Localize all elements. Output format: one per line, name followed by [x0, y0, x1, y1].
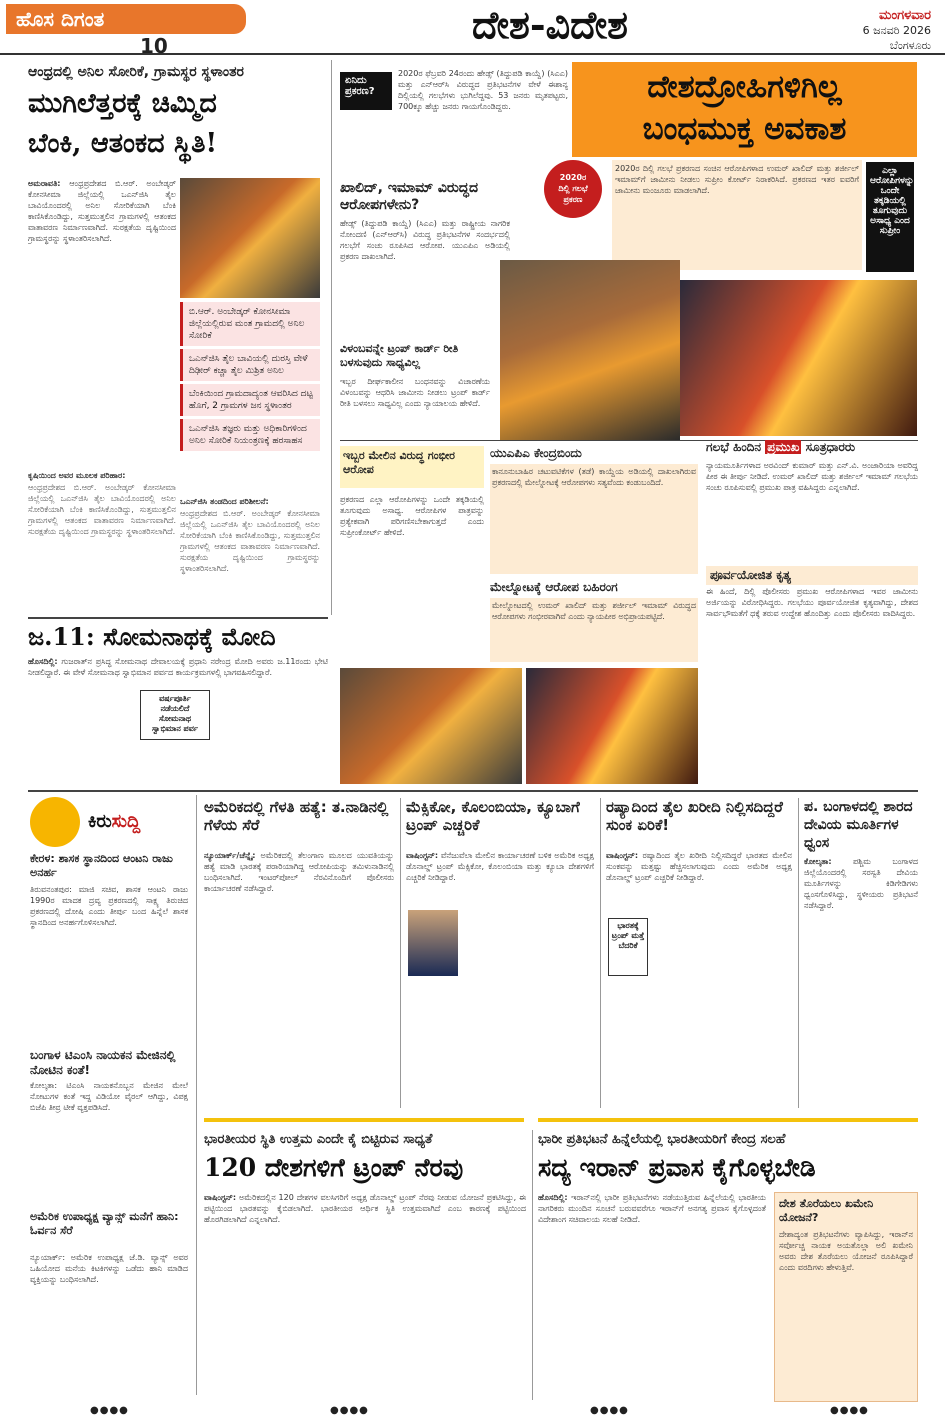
- story-trump-warning-body: ವಾಷಿಂಗ್ಟನ್: ವೆನೆಜುವೆಲಾ ಮೇಲಿನ ಕಾರ್ಯಾಚರಣೆ ಬಳಿಕ ಅಮೆರಿಕ ಅಧ್ಯಕ್ಷ ಡೊನಾಲ್ಡ್ ಟ್ರಂಪ್ ಮೆಕ್ಸಿಕೋ, ಕೊಲಂಬಿಯಾ ಮತ್ತು ಕ್ಯೂಬಾ ದೇಶಗಳಿಗೆ ಎಚ್ಚರಿಕೆ ನೀಡಿದ್ದಾರೆ.: [406, 851, 594, 882]
- andhra-body-text: ಆಂಧ್ರಪ್ರದೇಶದ ಬಿ.ಆರ್. ಅಂಬೇಡ್ಕರ್ ಕೋನಸೀಮಾ ಜಿಲ್ಲೆಯಲ್ಲಿ ಒಎನ್‌ಜಿಸಿ ತೈಲ ಬಾವಿಯೊಂದರಲ್ಲಿ ಅನಿಲ ಸೋರಿಕೆಯಾಗಿ ಬೆಂಕಿ ಕಾಣಿಸಿಕೊಂಡಿದ್ದು, ಸುತ್ತಮುತ್ತಲಿನ ಗ್ರಾಮಗಳಲ್ಲಿ ಆತಂಕದ ವಾತಾವರಣ ನಿರ್ಮಾಣವಾಗಿದೆ. ಸುರಕ್ಷತೆಯ ದೃಷ್ಟಿಯಿಂದ ಗ್ರಾಮಸ್ಥರನ್ನು ಸ್ಥಳಾಂತರಿಸಲಾಗಿದೆ.: [28, 179, 176, 243]
- story-120-headline: 120 ದೇಶಗಳಿಗೆ ಟ್ರಂಪ್ ನೆರವು: [204, 1153, 464, 1182]
- story-bengal-idols-head: ಪ. ಬಂಗಾಳದಲ್ಲಿ ಶಾರದ ದೇವಿಯ ಮೂರ್ತಿಗಳ ಧ್ವಂಸ: [804, 799, 913, 851]
- story-120-body: ವಾಷಿಂಗ್ಟನ್: ಅಮೆರಿಕದಲ್ಲಿನ 120 ದೇಶಗಳ ವಲಸಿಗರಿಗೆ ಅಧ್ಯಕ್ಷ ಡೊನಾಲ್ಡ್ ಟ್ರಂಪ್ ನೆರವು ನೀಡುವ ಯೋಜನೆ ಪ್ರಕಟಿಸಿದ್ದು, ಈ ಪಟ್ಟಿಯಿಂದ ಭಾರತವನ್ನು ಕೈಬಿಡಲಾಗಿದೆ. ಭಾರತೀಯರ ಆರ್ಥಿಕ ಸ್ಥಿತಿ ಉತ್ತಮವಾಗಿದೆ ಎಂಬ ಕಾರಣಕ್ಕೆ ಪಟ್ಟಿಯಿಂದ ಹೊರಗಿಡಲಾಗಿದೆ ಎನ್ನಲಾಗಿದೆ.: [204, 1193, 526, 1224]
- column-divider: [331, 60, 332, 615]
- print-registration-marks: ●●●●: [330, 1405, 369, 1416]
- delhi-trump-head: ವಿಳಂಬವನ್ನೇ ಟ್ರಂಪ್ ಕಾರ್ಡ್ ರೀತಿ ಬಳಸುವುದು ಸಾಧ್ಯವಿಲ್ಲ: [340, 342, 459, 369]
- andhra-headline-line1: ಮುಗಿಲೆತ್ತರಕ್ಕೆ ಚಿಮ್ಮಿದ: [28, 88, 217, 119]
- russia-callout: ಭಾರತಕ್ಕೆ ಟ್ರಂಪ್ ಮತ್ತೆ ಬೆದರಿಕೆ: [608, 918, 648, 976]
- kirusuddi-logo: ಕಿರುಸುದ್ದಿ: [30, 797, 188, 847]
- delhi-dark-box: ಎಲ್ಲಾ ಆರೋಪಿಗಳನ್ನು ಒಂದೇ ತಕ್ಕಡಿಯಲ್ಲಿ ತೂಗುವುದು ಅಸಾಧ್ಯ ಎಂದ ಸುಪ್ರೀಂ: [866, 162, 914, 272]
- day-label: ಮಂಗಳವಾರ: [878, 8, 931, 23]
- accent-bar: [204, 1118, 524, 1122]
- kiru-item1-body: ತಿರುವನಂತಪುರ: ಮಾಜಿ ಸಚಿವ, ಶಾಸಕ ಆಂಟನಿ ರಾಜು 1990ರ ಮಾದಕ ದ್ರವ್ಯ ಪ್ರಕರಣದಲ್ಲಿ ಸಾಕ್ಷ್ಯ ತಿರುಚಿದ ಪ್ರಕರಣದಲ್ಲಿ ದೋಷಿ ಎಂದು ತೀರ್ಪು ಬಂದ ಹಿನ್ನೆಲೆ ಶಾಸಕ ಸ್ಥಾನದಿಂದ ಅನರ್ಹಗೊಳಿಸಲಾಗಿದೆ.: [30, 885, 188, 927]
- print-registration-marks: ●●●●: [830, 1405, 869, 1416]
- andhra-body-continued2: ಆಂಧ್ರಪ್ರದೇಶದ ಬಿ.ಆರ್. ಅಂಬೇಡ್ಕರ್ ಕೋನಸೀಮಾ ಜಿಲ್ಲೆಯಲ್ಲಿ ಒಎನ್‌ಜಿಸಿ ತೈಲ ಬಾವಿಯೊಂದರಲ್ಲಿ ಅನಿಲ ಸೋರಿಕೆಯಾಗಿ ಬೆಂಕಿ ಕಾಣಿಸಿಕೊಂಡಿದ್ದು, ಸುತ್ತಮುತ್ತಲಿನ ಗ್ರಾಮಗಳಲ್ಲಿ ಆತಂಕದ ವಾತಾವರಣ ನಿರ್ಮಾಣವಾಗಿದೆ. ಸುರಕ್ಷತೆಯ ದೃಷ್ಟಿಯಿಂದ ಗ್ರಾಮಸ್ಥರನ್ನು ಸ್ಥಳಾಂತರಿಸಲಾಗಿದೆ.: [180, 509, 320, 573]
- somnath-headline: ಜ.11: ಸೋಮನಾಥಕ್ಕೆ ಮೋದಿ: [28, 622, 276, 651]
- delhi-q-body: ಹೇಡ್ಸ್ (ತಿದ್ದುಪಡಿ ಕಾಯ್ದೆ) (ಸಿಎಎ) ಮತ್ತು ರಾಷ್ಟ್ರೀಯ ನಾಗರಿಕ ನೋಂದಣಿ (ಎನ್‌ಆರ್‌ಸಿ) ವಿರುದ್ಧ ಪ್ರತಿಭಟನೆಗಳ ಸಂದರ್ಭದಲ್ಲಿ ಗಲಭೆಗೆ ಸಂಚು ರೂಪಿಸಿದ ಆರೋಪ. ಯುಎಪಿಎ ಅಡಿಯಲ್ಲಿ ಪ್ರಕರಣ ದಾಖಲಾಗಿದೆ.: [340, 219, 510, 261]
- story-iran-headline: ಸದ್ಯ ಇರಾನ್ ಪ್ರವಾಸ ಕೈಗೊಳ್ಳಬೇಡಿ: [538, 1153, 816, 1182]
- khamenei-head: ದೇಶ ತೊರೆಯಲು ಖಮೇನಿ ಯೋಜನೆ?: [779, 1197, 874, 1224]
- story-trump-warning-head: ಮೆಕ್ಸಿಕೋ, ಕೊಲಂಬಿಯಾ, ಕ್ಯೂಬಾಗೆ ಟ್ರಂಪ್ ಎಚ್ಚರಿಕೆ: [406, 798, 580, 834]
- andhra-bullet: ಬೆಂಕಿಯಿಂದ ಗ್ರಾಮದಾದ್ಯಂತ ಆವರಿಸಿದ ದಟ್ಟ ಹೊಗೆ, 2 ಗ್ರಾಮಗಳ ಜನ ಸ್ಥಳಾಂತರ: [180, 384, 320, 416]
- accent-bar: [538, 1118, 918, 1122]
- kiru-item3-head: ಅಮೆರಿಕ ಉಪಾಧ್ಯಕ್ಷ ವ್ಯಾನ್ಸ್ ಮನೆಗೆ ಹಾನಿ: ಓರ್ವನ ಸೆರೆ: [30, 1210, 179, 1237]
- kiru-item2-head: ಬಂಗಾಳ ಟಿಎಂಸಿ ನಾಯಕನ ಮೇಜಿನಲ್ಲಿ ನೋಟಿನ ಕಂತೆ!: [30, 1048, 176, 1077]
- column-divider: [196, 795, 197, 1395]
- preplanned-body: ಈ ಹಿಂದೆ, ದಿಲ್ಲಿ ಪೊಲೀಸರು ಪ್ರಮುಖ ಆರೋಪಿಗಳಾದ ಇವರ ಜಾಮೀನು ಅರ್ಜಿಯನ್ನು ವಿರೋಧಿಸಿದ್ದರು. ಗಲಭೆಯು ಪೂರ್ವಯೋಜಿತ ಕೃತ್ಯವಾಗಿದ್ದು, ದೇಶದ ಸಾರ್ವಭೌಮತೆಗೆ ಧಕ್ಕೆ ತರುವ ಉದ್ದೇಶ ಹೊಂದಿತ್ತು ಎಂದು ಪೊಲೀಸರು ವಾದಿಸಿದ್ದರು.: [706, 587, 918, 618]
- column-divider: [400, 798, 401, 1108]
- riot-crowd-photo: [340, 668, 522, 784]
- andhra-bullet: ಒಎನ್‌ಜಿಸಿ ತಜ್ಞರು ಮತ್ತು ಅಧಿಕಾರಿಗಳಿಂದ ಅನಿಲ ಸೋರಿಕೆ ನಿಯಂತ್ರಣಕ್ಕೆ ಹರಸಾಹಸ: [180, 419, 320, 451]
- newspaper-logo: ಹೊಸ ದಿಗಂತ: [6, 4, 246, 34]
- date-block: [863, 8, 931, 53]
- delhi-lead: 2020ರ ದಿಲ್ಲಿ ಗಲಭೆ ಪ್ರಕರಣದ ಸಂಚಿನ ಆರೋಪಿಗಳಾದ ಉಮರ್ ಖಾಲಿದ್ ಮತ್ತು ಶರ್ಜೀಲ್ ಇಮಾಮ್‌ಗೆ ಜಾಮೀನು ನೀಡಲು ಸುಪ್ರೀಂ ಕೋರ್ಟ್ ನಿರಾಕರಿಸಿದೆ. ಪ್ರಕರಣದ ಇತರ ಐವರಿಗೆ ಜಾಮೀನು ಮಂಜೂರು ಮಾಡಲಾಗಿದೆ.: [612, 160, 862, 270]
- court-accused-photo: [500, 260, 680, 440]
- andhra-bullets: [180, 302, 320, 451]
- mastermind-head: ಗಲಭೆ ಹಿಂದಿನ ಪ್ರಮುಖ ಸೂತ್ರಧಾರರು: [706, 440, 856, 454]
- riot-fire-photo: [680, 280, 917, 436]
- mastermind-body: ನ್ಯಾಯಮೂರ್ತಿಗಳಾದ ಅರವಿಂದ್ ಕುಮಾರ್ ಮತ್ತು ಎನ್.ವಿ. ಅಂಜಾರಿಯಾ ಅವರಿದ್ದ ಪೀಠ ಈ ತೀರ್ಪು ನೀಡಿದೆ. ಉಮರ್ ಖಾಲಿದ್ ಮತ್ತು ಶರ್ಜೀಲ್ ಇಮಾಮ್ ಗಲಭೆಯ ಸಂಚು ರೂಪಿಸುವಲ್ಲಿ ಪ್ರಮುಖ ಪಾತ್ರ ವಹಿಸಿದ್ದರು ಎನ್ನಲಾಗಿದೆ.: [706, 461, 918, 492]
- section-rule: [28, 617, 328, 619]
- story-iran-body: ಹೊಸದಿಲ್ಲಿ: ಇರಾನ್‌ನಲ್ಲಿ ಭಾರೀ ಪ್ರತಿಭಟನೆಗಳು ನಡೆಯುತ್ತಿರುವ ಹಿನ್ನೆಲೆಯಲ್ಲಿ ಭಾರತೀಯ ನಾಗರಿಕರು ಮುಂದಿನ ಸೂಚನೆ ಬರುವವರೆಗೂ ಇರಾನ್‌ಗೆ ಅನಗತ್ಯ ಪ್ರವಾಸ ಕೈಗೊಳ್ಳದಂತೆ ವಿದೇಶಾಂಗ ಸಚಿವಾಲಯ ಸಲಹೆ ನೀಡಿದೆ.: [538, 1193, 766, 1224]
- andhra-bullet: ಬಿ.ಆರ್. ಅಂಬೇಡ್ಕರ್ ಕೋನಸೀಮಾ ಜಿಲ್ಲೆಯಲ್ಲಿರುವ ಮಂತ ಗ್ರಾಮದಲ್ಲಿ ಅನಿಲ ಸೋರಿಕೆ: [180, 302, 320, 346]
- serious-charges-head: ಇಬ್ಬರ ಮೇಲಿನ ವಿರುದ್ಧ ಗಂಭೀರ ಆರೋಪ: [340, 446, 484, 488]
- andhra-kicker: ಆಂಧ್ರದಲ್ಲಿ ಅನಿಲ ಸೋರಿಕೆ, ಗ್ರಾಮಸ್ಥರ ಸ್ಥಳಾಂತರ: [28, 64, 244, 80]
- kiru-item3-body: ನ್ಯೂಯಾರ್ಕ್: ಅಮೆರಿಕ ಉಪಾಧ್ಯಕ್ಷ ಜೆ.ಡಿ. ವ್ಯಾನ್ಸ್ ಅವರ ಒಹಿಯೋದ ಮನೆಯ ಕಿಟಕಿಗಳನ್ನು ಒಡೆದು ಹಾನಿ ಮಾಡಿದ ವ್ಯಕ್ತಿಯನ್ನು ಬಂಧಿಸಲಾಗಿದೆ.: [30, 1253, 188, 1284]
- column-divider: [798, 798, 799, 1108]
- story-gf-murder-body: ನ್ಯೂಯಾರ್ಕ್/ಚೆನ್ನೈ: ಅಮೆರಿಕದಲ್ಲಿ ತೆಲಂಗಾಣ ಮೂಲದ ಯುವತಿಯನ್ನು ಹತ್ಯೆ ಮಾಡಿ ಭಾರತಕ್ಕೆ ಪರಾರಿಯಾಗಿದ್ದ ಆರೋಪಿಯನ್ನು ತಮಿಳುನಾಡಿನಲ್ಲಿ ಬಂಧಿಸಲಾಗಿದೆ. ಇಂಟರ್‌ಪೋಲ್ ನೆರವಿನೊಂದಿಗೆ ಪೊಲೀಸರು ಕಾರ್ಯಾಚರಣೆ ನಡೆಸಿದ್ದಾರೆ.: [204, 851, 394, 893]
- serious-charges-body: ಪ್ರಕರಣದ ಎಲ್ಲಾ ಆರೋಪಿಗಳನ್ನು ಒಂದೇ ತಕ್ಕಡಿಯಲ್ಲಿ ತೂಗುವುದು ಅಸಾಧ್ಯ. ಆರೋಪಿಗಳ ಪಾತ್ರವನ್ನು ಪ್ರತ್ಯೇಕವಾಗಿ ಪರಿಗಣಿಸಬೇಕಾಗುತ್ತದೆ ಎಂದು ಸುಪ್ರೀಂಕೋರ್ಟ್ ಹೇಳಿದೆ.: [340, 495, 484, 537]
- andhra-headline-line2: ಬೆಂಕಿ, ಆತಂಕದ ಸ್ಥಿತಿ!: [28, 128, 218, 159]
- print-registration-marks: ●●●●: [90, 1405, 129, 1416]
- page-number: 10: [140, 34, 168, 58]
- delhi-headline-box: [572, 62, 917, 157]
- story-iran-kicker: ಭಾರೀ ಪ್ರತಿಭಟನೆ ಹಿನ್ನೆಲೆಯಲ್ಲಿ ಭಾರತೀಯರಿಗೆ ಕೇಂದ್ರ ಸಲಹೆ: [538, 1132, 786, 1147]
- kiru-item2-body: ಕೋಲ್ಕತಾ: ಟಿಎಂಸಿ ನಾಯಕನೊಬ್ಬನ ಮೇಜಿನ ಮೇಲೆ ನೋಟುಗಳ ಕಂತೆ ಇದ್ದ ವಿಡಿಯೋ ವೈರಲ್ ಆಗಿದ್ದು, ವಿಪಕ್ಷ ಬಿಜೆಪಿ ತೀವ್ರ ಟೀಕೆ ವ್ಯಕ್ತಪಡಿಸಿದೆ.: [30, 1081, 188, 1112]
- print-registration-marks: ●●●●: [590, 1405, 629, 1416]
- section-rule: [28, 790, 918, 792]
- somnath-callout: ವರ್ಷಪೂರ್ತಿ ನಡೆಯಲಿದೆ ಸೋಮನಾಥ ಸ್ವಾಭಿಮಾನ ಪರ್ವ: [140, 690, 210, 740]
- fire-photo: [180, 178, 320, 298]
- story-bengal-idols-body: ಕೋಲ್ಕತಾ: ಪಶ್ಚಿಮ ಬಂಗಾಳದ ಜಿಲ್ಲೆಯೊಂದರಲ್ಲಿ ಸರಸ್ವತಿ ದೇವಿಯ ಮೂರ್ತಿಗಳನ್ನು ಕಿಡಿಗೇಡಿಗಳು ಧ್ವಂಸಗೊಳಿಸಿದ್ದು, ಸ್ಥಳೀಯರು ಪ್ರತಿಭಟನೆ ನಡೆಸಿದ್ದಾರೆ.: [804, 857, 918, 910]
- khamenei-body: ದೇಶಾದ್ಯಂತ ಪ್ರತಿಭಟನೆಗಳು ವ್ಯಾಪಿಸಿದ್ದು, ಇರಾನ್‌ನ ಸರ್ವೋಚ್ಚ ನಾಯಕ ಅಯತೊಲ್ಲಾ ಅಲಿ ಖಮೇನಿ ಅವರು ದೇಶ ತೊರೆಯಲು ಯೋಜನೆ ರೂಪಿಸಿದ್ದಾರೆ ಎಂದು ವರದಿಗಳು ಹೇಳುತ್ತಿವೆ.: [779, 1230, 913, 1272]
- date-label: 6 ಜನವರಿ 2026: [862, 24, 931, 37]
- andhra-bullet: ಒಎನ್‌ಜಿಸಿ ತೈಲ ಬಾವಿಯಲ್ಲಿ ದುರಸ್ತಿ ವೇಳೆ ದಿಢೀರ್ ಕಚ್ಚಾ ತೈಲ ಮಿಶ್ರಿತ ಅನಿಲ: [180, 349, 320, 381]
- andhra-subhead2: ಒಎನ್‌ಜಿಸಿ ತಂಡದಿಂದ ಪರಿಶೀಲನೆ:: [180, 497, 269, 506]
- speaker-icon: [30, 797, 80, 847]
- delhi-headline-line1: ದೇಶದ್ರೋಹಿಗಳಿಗಿಲ್ಲ: [647, 69, 842, 105]
- melot-head: ಮೇಲ್ನೋಟಕ್ಕೆ ಆರೋಪ ಬಹಿರಂಗ: [490, 580, 618, 594]
- somnath-dateline: ಹೊಸದಿಲ್ಲಿ:: [28, 657, 58, 666]
- andhra-body-continued: ಆಂಧ್ರಪ್ರದೇಶದ ಬಿ.ಆರ್. ಅಂಬೇಡ್ಕರ್ ಕೋನಸೀಮಾ ಜಿಲ್ಲೆಯಲ್ಲಿ ಒಎನ್‌ಜಿಸಿ ತೈಲ ಬಾವಿಯೊಂದರಲ್ಲಿ ಅನಿಲ ಸೋರಿಕೆಯಾಗಿ ಬೆಂಕಿ ಕಾಣಿಸಿಕೊಂಡಿದ್ದು, ಸುತ್ತಮುತ್ತಲಿನ ಗ್ರಾಮಗಳಲ್ಲಿ ಆತಂಕದ ವಾತಾವರಣ ನಿರ್ಮಾಣವಾಗಿದೆ. ಸುರಕ್ಷತೆಯ ದೃಷ್ಟಿಯಿಂದ ಗ್ರಾಮಸ್ಥರನ್ನು ಸ್ಥಳಾಂತರಿಸಲಾಗಿದೆ.: [28, 483, 176, 536]
- city-label: ಬೆಂಗಳೂರು: [889, 39, 931, 52]
- uapa-head: ಯುಎಪಿಎ ಕೇಂದ್ರಬಿಂದು: [490, 446, 582, 460]
- trump-photo: [408, 910, 458, 976]
- andhra-dateline: ಅಮರಾವತಿ:: [28, 179, 61, 188]
- story-russia-oil-body: ವಾಷಿಂಗ್ಟನ್: ರಷ್ಯಾದಿಂದ ತೈಲ ಖರೀದಿ ನಿಲ್ಲಿಸದಿದ್ದರೆ ಭಾರತದ ಮೇಲಿನ ಸುಂಕವನ್ನು ಮತ್ತಷ್ಟು ಹೆಚ್ಚಿಸಲಾಗುವುದು ಎಂದು ಅಮೆರಿಕ ಅಧ್ಯಕ್ಷ ಡೊನಾಲ್ಡ್ ಟ್ರಂಪ್ ಎಚ್ಚರಿಕೆ ನೀಡಿದ್ದಾರೆ.: [606, 851, 792, 882]
- what-is-case-label: ಏನಿದು ಪ್ರಕರಣ?: [340, 72, 392, 110]
- preplanned-head: ಪೂರ್ವಯೋಜಿತ ಕೃತ್ಯ: [706, 566, 918, 585]
- masthead: [0, 0, 945, 58]
- delhi-badge: 2020ರ ದಿಲ್ಲಿ ಗಲಭೆ ಪ್ರಕರಣ: [544, 160, 602, 218]
- kiru-item1-head: ಕೇರಳ: ಶಾಸಕ ಸ್ಥಾನದಿಂದ ಆಂಟನಿ ರಾಜು ಅನರ್ಹ: [30, 852, 173, 879]
- column-divider: [600, 798, 601, 1108]
- story-gf-murder-head: ಅಮೆರಿಕದಲ್ಲಿ ಗೆಳತಿ ಹತ್ಯೆ: ತ.ನಾಡಿನಲ್ಲಿ ಗೆಳೆಯ ಸೆರೆ: [204, 798, 389, 834]
- delhi-q-head: ಖಾಲಿದ್, ಇಮಾಮ್ ವಿರುದ್ಧದ ಆರೋಪಗಳೇನು?: [340, 180, 479, 213]
- riot-shop-fire-photo: [526, 668, 698, 784]
- andhra-subhead: ಕೃಷಿಯಿಂದ ಅವರ ಮೂಲಕ ಪರಿಹಾರ:: [28, 471, 126, 480]
- what-is-case-body: 2020ರ ಫೆಬ್ರವರಿ 24ರಂದು ಹೇಡ್ಸ್ (ತಿದ್ದುಪಡಿ ಕಾಯ್ದೆ) (ಸಿಎಎ) ಮತ್ತು ಎನ್‌ಆರ್‌ಸಿ ವಿರುದ್ಧದ ಪ್ರತಿಭಟನೆಗಳ ವೇಳೆ ಈಶಾನ್ಯ ದಿಲ್ಲಿಯಲ್ಲಿ ಗಲಭೆಗಳು ಭುಗಿಲೆದ್ದವು. 53 ಜನರು ಮೃತಪಟ್ಟರು, 700ಕ್ಕೂ ಹೆಚ್ಚು ಜನರು ಗಾಯಗೊಂಡಿದ್ದರು.: [398, 69, 568, 111]
- section-title: ದೇಶ-ವಿದೇಶ: [472, 2, 628, 47]
- delhi-trump-body: ಇಬ್ಬರ ದೀರ್ಘಕಾಲೀನ ಬಂಧನವನ್ನು ವಿಚಾರಣೆಯ ವಿಳಂಬವನ್ನು ಆಧರಿಸಿ ಜಾಮೀನು ನೀಡಲು ಟ್ರಂಪ್ ಕಾರ್ಡ್ ರೀತಿ ಬಳಸಲು ಸಾಧ್ಯವಿಲ್ಲ ಎಂದು ನ್ಯಾಯಾಲಯ ಹೇಳಿದೆ.: [340, 377, 490, 408]
- delhi-headline-line2: ಬಂಧಮುಕ್ತ ಅವಕಾಶ: [642, 111, 847, 147]
- melot-body: ಮೇಲ್ನೋಟದಲ್ಲಿ ಉಮರ್ ಖಾಲಿದ್ ಮತ್ತು ಶರ್ಜೀಲ್ ಇಮಾಮ್ ವಿರುದ್ಧದ ಆರೋಪಗಳು ಗಂಭೀರವಾಗಿವೆ ಎಂದು ನ್ಯಾಯಪೀಠ ಅಭಿಪ್ರಾಯಪಟ್ಟಿದೆ.: [490, 598, 698, 662]
- story-russia-oil-head: ರಷ್ಯಾದಿಂದ ತೈಲ ಖರೀದಿ ನಿಲ್ಲಿಸದಿದ್ದರೆ ಸುಂಕ ಏರಿಕೆ!: [606, 798, 783, 834]
- story-120-kicker: ಭಾರತೀಯರ ಸ್ಥಿತಿ ಉತ್ತಮ ಎಂದೇ ಕೈ ಬಿಟ್ಟಿರುವ ಸಾಧ್ಯತೆ: [204, 1132, 433, 1147]
- khamenei-side-box: [774, 1192, 918, 1402]
- column-divider: [532, 1130, 533, 1400]
- uapa-body: ಕಾನೂನುಬಾಹಿರ ಚಟುವಟಿಕೆಗಳ (ತಡೆ) ಕಾಯ್ದೆಯ ಅಡಿಯಲ್ಲಿ ದಾಖಲಾಗಿರುವ ಪ್ರಕರಣದಲ್ಲಿ ಮೇಲ್ನೋಟಕ್ಕೆ ಆರೋಪಗಳು ಸತ್ಯವೆಂದು ಕಂಡುಬಂದಿದೆ.: [490, 464, 698, 574]
- somnath-body: ಹೊಸದಿಲ್ಲಿ: ಗುಜರಾತ್‌ನ ಪ್ರಸಿದ್ಧ ಸೋಮನಾಥ ದೇವಾಲಯಕ್ಕೆ ಪ್ರಧಾನಿ ನರೇಂದ್ರ ಮೋದಿ ಅವರು ಜ.11ರಂದು ಭೇಟಿ ನೀಡಲಿದ್ದಾರೆ. ಈ ವೇಳೆ ಸೋಮನಾಥ ಸ್ವಾಭಿಮಾನ ಪರ್ವದ ಕಾರ್ಯಕ್ರಮಗಳಲ್ಲಿ ಭಾಗವಹಿಸಲಿದ್ದಾರೆ.: [28, 657, 328, 677]
- andhra-body: [28, 178, 176, 468]
